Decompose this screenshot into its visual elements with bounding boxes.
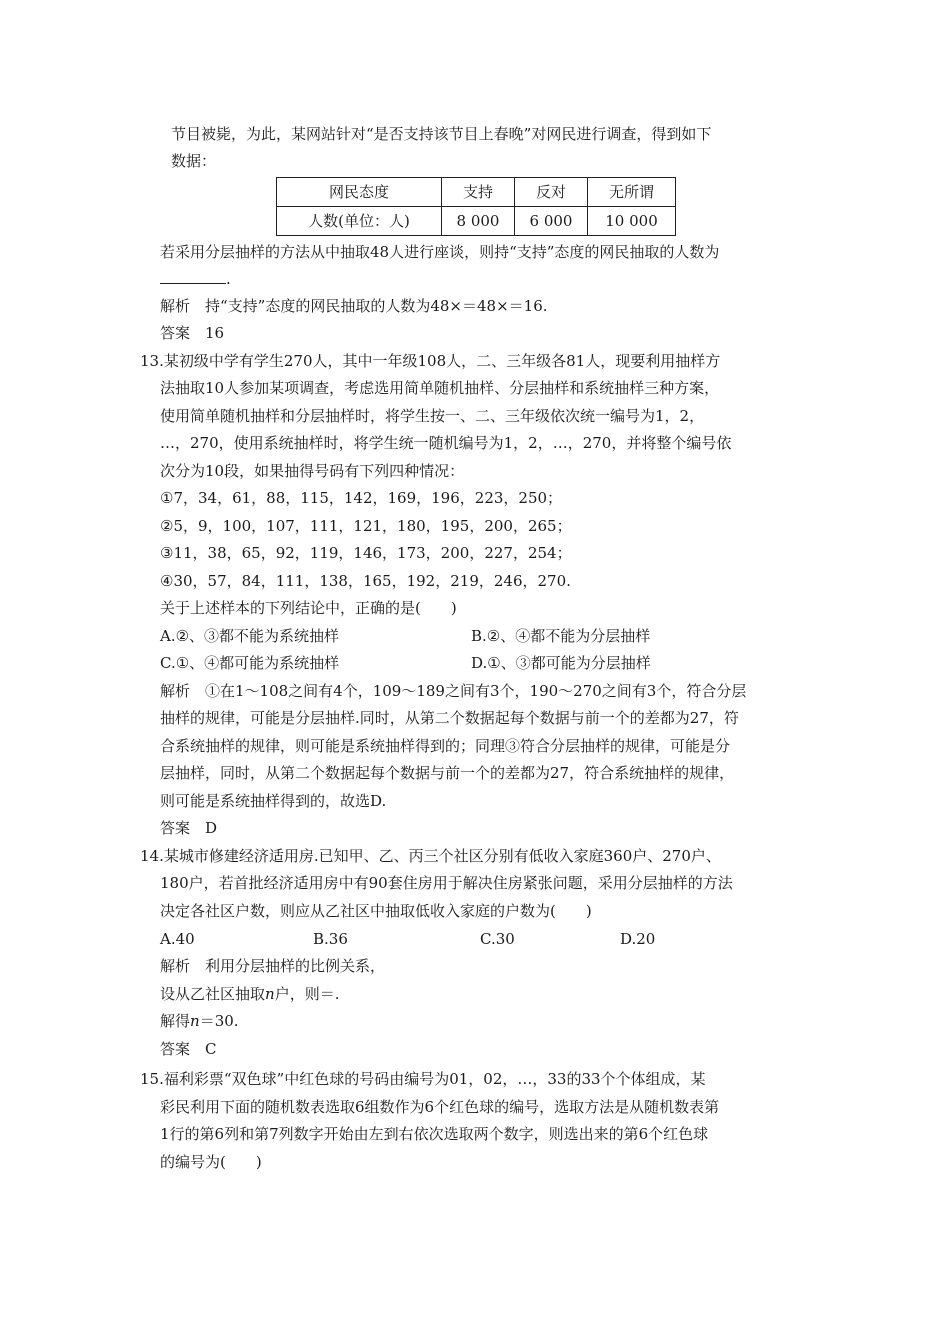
- q14-line-2: 180户，若首批经济适用房中有90套住房用于解决住房紧张问题，采用分层抽样的方法: [160, 874, 733, 892]
- q13-analysis-2: 抽样的规律，可能是分层抽样.同时，从第二个数据起每个数据与前一个的差都为27，符: [160, 709, 739, 727]
- q14-option-b: B.36: [313, 930, 348, 948]
- table-header-row: [277, 178, 676, 207]
- q14-setup-pre: 设从乙社区抽取: [160, 985, 266, 1003]
- table-cell: 8 000: [442, 207, 515, 236]
- q15-line-1: 15.福利彩票“双色球”中红色球的号码由编号为01，02，…，33的33个个体组成，某: [140, 1070, 706, 1088]
- answer-blank: [160, 268, 226, 284]
- q15-line-3: 1行的第6列和第7列数字开始由左到右依次选取两个数字，则选出来的第6个红色球: [160, 1125, 709, 1143]
- q13-option-a: A.②、③都不能为系统抽样: [160, 627, 340, 645]
- q13-analysis-3: 合系统抽样的规律，则可能是系统抽样得到的；同理③符合分层抽样的规律，可能是分: [160, 737, 731, 755]
- q13-analysis-1: 解析 ①在1～108之间有4个，109～189之间有3个，190～270之间有3个，符合分层: [160, 682, 747, 700]
- q13-analysis-5: 则可能是系统抽样得到的，故选D.: [160, 792, 387, 810]
- q14-solve-variable: n: [190, 1012, 200, 1030]
- q13-option-c: C.①、④都可能为系统抽样: [160, 654, 340, 672]
- q13-case-4: ④30，57，84，111，138，165，192，219，246，270.: [160, 572, 571, 590]
- table-header-cell: 反对: [515, 178, 588, 207]
- table-row: [277, 207, 676, 236]
- table-cell: 6 000: [515, 207, 588, 236]
- q13-line-3: 使用简单随机抽样和分层抽样时，将学生按一、二、三年级依次统一编号为1，2，: [160, 407, 705, 425]
- intro-line-2: 数据：: [171, 152, 217, 170]
- q14-line-1: 14.某城市修建经济适用房.已知甲、乙、丙三个社区分别有低收入家庭360户、270户、: [140, 847, 721, 865]
- q13-option-d: D.①、③都可能为分层抽样: [471, 654, 651, 672]
- q13-prompt: 关于上述样本的下列结论中，正确的是( ): [160, 599, 457, 617]
- q13-line-4: …，270，使用系统抽样时，将学生统一随机编号为1，2，…，270，并将整个编号依: [160, 434, 732, 452]
- q14-solve: [160, 1011, 239, 1031]
- q14-setup-variable: n: [265, 985, 275, 1003]
- q13-case-1: ①7，34，61，88，115，142，169，196，223，250；: [160, 489, 563, 507]
- table-cell: 10 000: [588, 207, 676, 236]
- q14-setup-post: 户，则＝.: [274, 985, 340, 1003]
- q14-solve-post: ＝30.: [199, 1012, 239, 1030]
- q14-option-c: C.30: [480, 930, 515, 948]
- q14-solve-pre: 解得: [160, 1012, 191, 1030]
- q12-question-end: .: [226, 270, 231, 288]
- q14-setup: [160, 984, 339, 1004]
- q14-answer: 答案 C: [160, 1040, 217, 1058]
- q15-line-2: 彩民利用下面的随机数表选取6组数作为6个红色球的编号，选取方法是从随机数表第: [160, 1098, 720, 1116]
- q13-line-2: 法抽取10人参加某项调查，考虑选用简单随机抽样、分层抽样和系统抽样三种方案，: [160, 379, 720, 397]
- table-cell: 人数(单位：人): [277, 207, 442, 236]
- q13-case-3: ③11，38，65，92，119，146，173，200，227，254；: [160, 544, 572, 562]
- intro-line-1: 节目被毙，为此，某网站针对“是否支持该节目上春晚”对网民进行调查，得到如下: [171, 125, 712, 143]
- q14-analysis: 解析 利用分层抽样的比例关系，: [160, 957, 386, 975]
- q13-option-b: B.②、④都不能为分层抽样: [471, 627, 651, 645]
- q13-analysis-4: 层抽样，同时，从第二个数据起每个数据与前一个的差都为27，符合系统抽样的规律，: [160, 764, 735, 782]
- q14-option-d: D.20: [620, 930, 656, 948]
- table-header-cell: 网民态度: [277, 178, 442, 207]
- q13-case-2: ②5，9，100，107，111，121，180，195，200，265；: [160, 517, 572, 535]
- q12-answer: 答案 16: [160, 324, 225, 342]
- q14-option-a: A.40: [160, 930, 195, 948]
- q15-line-4: 的编号为( ): [160, 1153, 262, 1171]
- q13-line-5: 次分为10段，如果抽得号码有下列四种情况：: [160, 462, 465, 480]
- q12-question-blank: [160, 268, 231, 289]
- survey-table: [276, 177, 676, 236]
- q14-line-3: 决定各社区户数，则应从乙社区中抽取低收入家庭的户数为( ): [160, 902, 592, 920]
- q13-answer: 答案 D: [160, 819, 218, 837]
- table-header-cell: 支持: [442, 178, 515, 207]
- table-header-cell: 无所谓: [588, 178, 676, 207]
- q12-analysis: 解析 持“支持”态度的网民抽取的人数为48×＝48×＝16.: [160, 297, 548, 315]
- q12-question: 若采用分层抽样的方法从中抽取48人进行座谈，则持“支持”态度的网民抽取的人数为: [160, 243, 720, 261]
- q13-line-1: 13.某初级中学有学生270人，其中一年级108人，二、三年级各81人，现要利用抽样方: [140, 352, 721, 370]
